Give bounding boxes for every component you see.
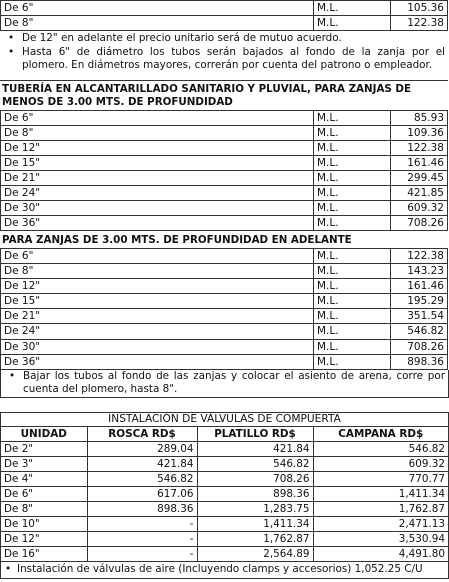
price-cell: 617.06 — [87, 486, 197, 501]
price-cell: 195.29 — [391, 294, 448, 309]
unit-cell: M.L. — [314, 354, 391, 369]
unit-cell: M.L. — [314, 324, 391, 339]
table-row — [1, 339, 448, 354]
price-cell: 289.04 — [87, 441, 197, 456]
price-cell: 546.82 — [87, 471, 197, 486]
table-row — [1, 501, 448, 516]
size-cell: De 24" — [1, 186, 314, 201]
size-cell: De 6" — [1, 110, 314, 125]
note-item — [8, 46, 445, 73]
price-cell: 609.32 — [313, 456, 448, 471]
price-cell: 708.26 — [391, 216, 448, 231]
table-row — [1, 294, 448, 309]
price-cell: 122.38 — [391, 140, 448, 155]
table-row — [1, 471, 448, 486]
table-row — [1, 1, 448, 16]
unit-cell: De 3" — [1, 456, 87, 471]
col-header: CAMPANA RD$ — [313, 427, 448, 442]
note-item — [8, 32, 445, 46]
size-cell: De 12" — [1, 279, 314, 294]
price-cell: 161.46 — [391, 155, 448, 170]
unit-cell: M.L. — [314, 155, 391, 170]
table-row — [1, 16, 448, 31]
price-cell: 299.45 — [391, 171, 448, 186]
table-row — [1, 264, 448, 279]
note-text: Hasta 6" de diámetro los tubos serán bajados al fondo de la zanja por el plomero. En diámetros mayores, correrán por cuenta del patrono o empleador. — [22, 45, 445, 72]
note-text: Bajar los tubos al fondo de las zanjas y colocar el asiento de arena, corre por cuenta del plomero, hasta 8". — [23, 369, 445, 396]
table-row — [1, 456, 448, 471]
price-cell: 1,762.87 — [313, 501, 448, 516]
unit-cell: M.L. — [314, 216, 391, 231]
valves-table — [1, 427, 448, 562]
price-cell: - — [87, 516, 197, 531]
size-cell: De 12" — [1, 140, 314, 155]
table-row — [1, 354, 448, 369]
price-cell: 708.26 — [197, 471, 313, 486]
col-header: PLATILLO RD$ — [197, 427, 313, 442]
unit-cell: M.L. — [314, 339, 391, 354]
price-cell: 898.36 — [391, 354, 448, 369]
section2-price-table — [0, 248, 448, 370]
price-cell: 1,283.75 — [197, 501, 313, 516]
unit-cell: M.L. — [314, 140, 391, 155]
unit-cell: M.L. — [314, 110, 391, 125]
unit-cell: De 16" — [1, 546, 87, 561]
size-cell: De 8" — [1, 16, 314, 31]
table-row — [1, 309, 448, 324]
size-cell: De 8" — [1, 125, 314, 140]
price-cell: 3,530.94 — [313, 531, 448, 546]
size-cell: De 36" — [1, 216, 314, 231]
unit-cell: M.L. — [314, 294, 391, 309]
unit-cell: M.L. — [314, 1, 391, 16]
price-cell: 609.32 — [391, 201, 448, 216]
size-cell: De 30" — [1, 339, 314, 354]
price-cell: 2,471.13 — [313, 516, 448, 531]
table-row — [1, 279, 448, 294]
unit-cell: M.L. — [314, 279, 391, 294]
price-cell: 421.85 — [391, 186, 448, 201]
valves-footer — [1, 562, 448, 578]
size-cell: De 24" — [1, 324, 314, 339]
table-row — [1, 110, 448, 125]
price-cell: 546.82 — [391, 324, 448, 339]
unit-cell: M.L. — [314, 125, 391, 140]
price-cell: 143.23 — [391, 264, 448, 279]
price-cell: 898.36 — [87, 501, 197, 516]
table-row — [1, 441, 448, 456]
valves-title: INSTALACIÓN DE VÁLVULAS DE COMPUERTA — [1, 413, 448, 427]
size-cell: De 30" — [1, 201, 314, 216]
section2-notes — [0, 370, 449, 398]
col-header: ROSCA RD$ — [87, 427, 197, 442]
table-row — [1, 486, 448, 501]
size-cell: De 36" — [1, 354, 314, 369]
size-cell: De 21" — [1, 171, 314, 186]
price-cell: 2,564.89 — [197, 546, 313, 561]
price-cell: 109.36 — [391, 125, 448, 140]
note-item — [9, 370, 445, 397]
price-cell: 546.82 — [197, 456, 313, 471]
table-row — [1, 324, 448, 339]
bullet-icon: • — [8, 45, 15, 58]
table-row — [1, 186, 448, 201]
unit-cell: De 4" — [1, 471, 87, 486]
table-row — [1, 248, 448, 263]
price-cell: 708.26 — [391, 339, 448, 354]
unit-cell: De 12" — [1, 531, 87, 546]
table-row — [1, 171, 448, 186]
table-row — [1, 140, 448, 155]
table-row — [1, 201, 448, 216]
unit-cell: De 2" — [1, 441, 87, 456]
top-notes — [0, 32, 449, 73]
price-cell: 898.36 — [197, 486, 313, 501]
table-row — [1, 516, 448, 531]
price-cell: 421.84 — [87, 456, 197, 471]
size-cell: De 6" — [1, 1, 314, 16]
table-row — [1, 546, 448, 561]
price-cell: - — [87, 531, 197, 546]
section1-price-table — [0, 110, 448, 232]
valves-header-row — [1, 427, 448, 442]
size-cell: De 6" — [1, 248, 314, 263]
price-cell: 105.36 — [391, 1, 448, 16]
unit-cell: De 8" — [1, 501, 87, 516]
size-cell: De 21" — [1, 309, 314, 324]
unit-cell: M.L. — [314, 309, 391, 324]
unit-cell: M.L. — [314, 171, 391, 186]
price-cell: 122.38 — [391, 16, 448, 31]
unit-cell: M.L. — [314, 201, 391, 216]
unit-cell: De 10" — [1, 516, 87, 531]
price-cell: 122.38 — [391, 248, 448, 263]
price-cell: 421.84 — [197, 441, 313, 456]
price-cell: - — [87, 546, 197, 561]
table-row — [1, 155, 448, 170]
price-cell: 351.54 — [391, 309, 448, 324]
bullet-icon: • — [9, 369, 16, 382]
table-row — [1, 216, 448, 231]
note-text: De 12" en adelante el precio unitario será de mutuo acuerdo. — [22, 32, 342, 45]
size-cell: De 15" — [1, 294, 314, 309]
size-cell: De 8" — [1, 264, 314, 279]
table-row — [1, 531, 448, 546]
valves-panel — [0, 412, 449, 579]
size-cell: De 15" — [1, 155, 314, 170]
unit-cell: M.L. — [314, 16, 391, 31]
price-cell: 1,411.34 — [197, 516, 313, 531]
unit-cell: M.L. — [314, 264, 391, 279]
section2-heading: PARA ZANJAS DE 3.00 MTS. DE PROFUNDIDAD EN ADELANTE — [2, 234, 352, 247]
unit-cell: M.L. — [314, 248, 391, 263]
price-cell: 1,762.87 — [197, 531, 313, 546]
price-cell: 1,411.34 — [313, 486, 448, 501]
unit-cell: M.L. — [314, 186, 391, 201]
price-cell: 4,491.80 — [313, 546, 448, 561]
bullet-icon: • — [8, 32, 15, 45]
price-cell: 770.77 — [313, 471, 448, 486]
price-cell: 161.46 — [391, 279, 448, 294]
section1-heading: TUBERÍA EN ALCANTARILLADO SANITARIO Y PLUVIAL, PARA ZANJAS DE MENOS DE 3.00 MTS. DE PROFUNDIDAD — [2, 82, 412, 109]
table-row — [1, 125, 448, 140]
price-cell: 85.93 — [391, 110, 448, 125]
top-price-table — [0, 0, 448, 31]
bullet-icon: • — [5, 562, 12, 575]
price-cell: 546.82 — [313, 441, 448, 456]
col-header: UNIDAD — [1, 427, 87, 442]
valves-footer-text: Instalación de válvulas de aire (Incluyendo clamps y accesorios) 1,052.25 C/U — [17, 562, 423, 575]
unit-cell: De 6" — [1, 486, 87, 501]
